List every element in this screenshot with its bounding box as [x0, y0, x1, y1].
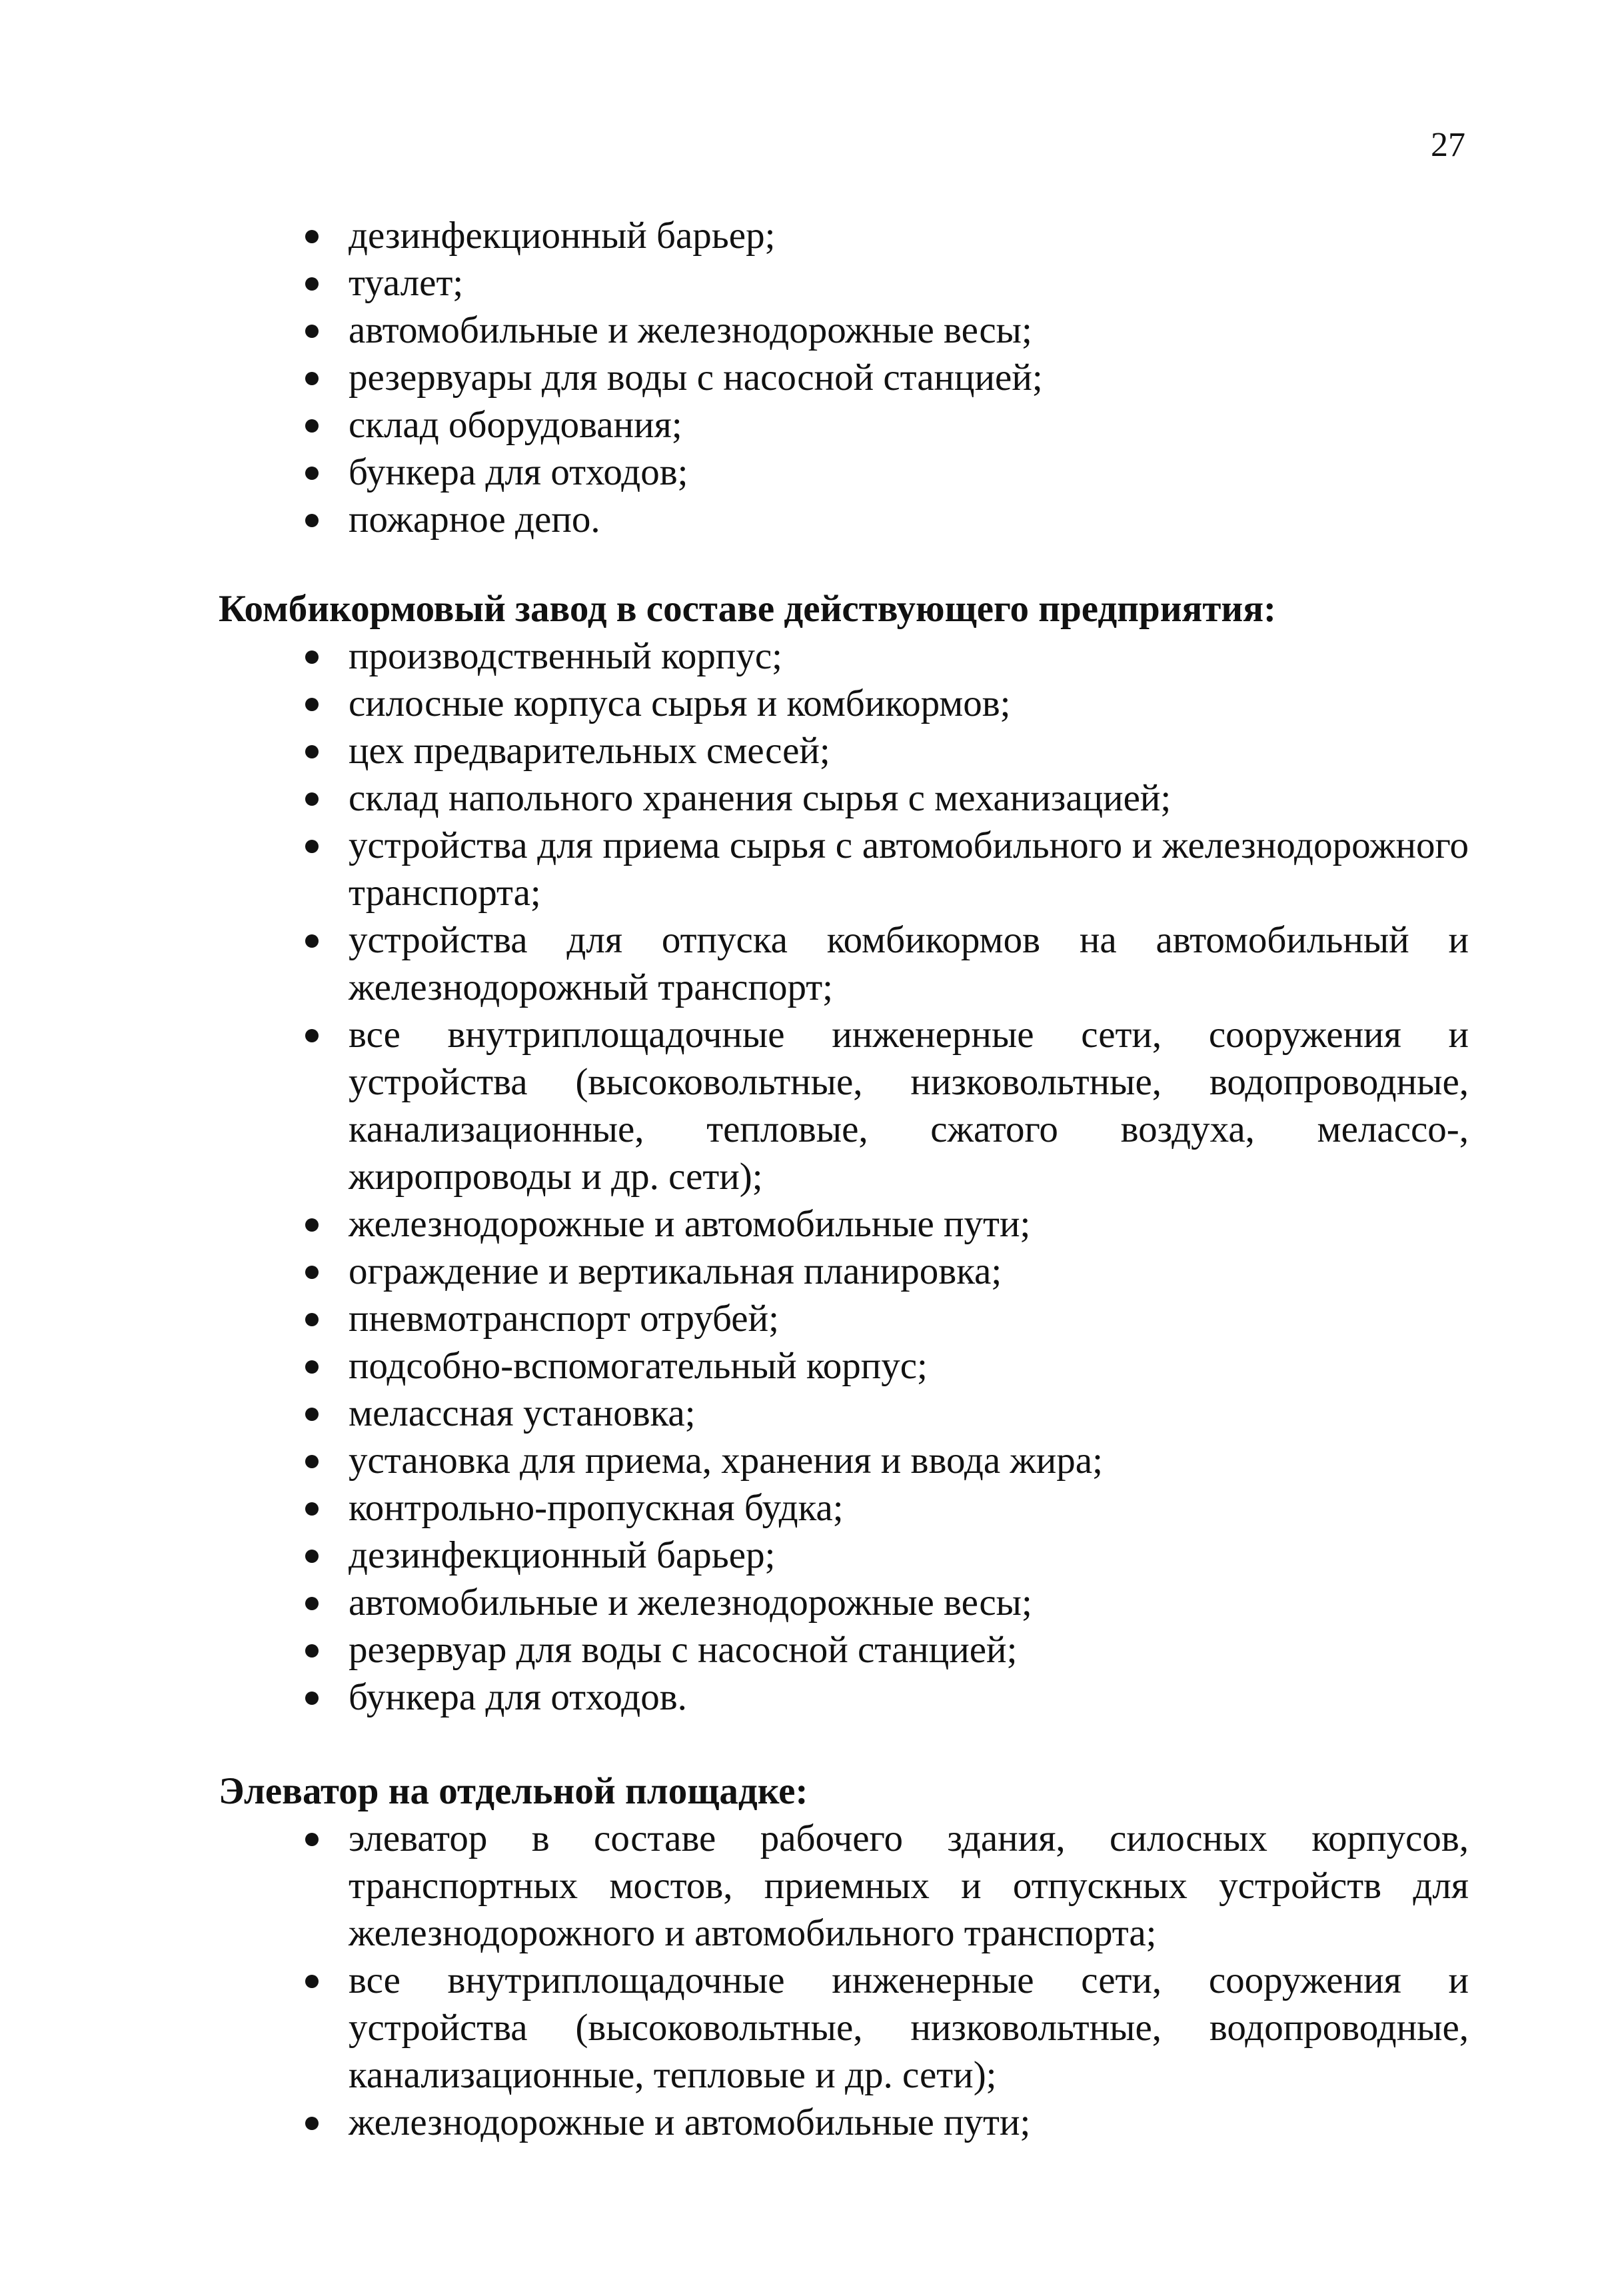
list-item-text: железнодорожные и автомобильные пути; [349, 1203, 1031, 1245]
list-item-text: ограждение и вертикальная планировка; [349, 1250, 1002, 1292]
elevator-list [219, 1815, 1469, 2146]
list-item [349, 1957, 1469, 2099]
document-body [219, 212, 1469, 2146]
list-item-text: бункера для отходов. [349, 1676, 687, 1718]
bullet-icon [305, 650, 319, 664]
bullet-icon [305, 1692, 319, 1705]
list-item [349, 259, 1469, 307]
elevator-heading: Элеватор на отдельной площадке: [219, 1770, 808, 1812]
list-item [349, 1437, 1469, 1484]
list-item-text: мелассная установка; [349, 1392, 696, 1434]
list-item [349, 449, 1469, 496]
list-item-text: бункера для отходов; [349, 451, 688, 493]
bullet-icon [305, 1218, 319, 1232]
bullet-icon [305, 1029, 319, 1042]
bullet-icon [305, 1597, 319, 1610]
list-item-text: склад напольного хранения сырья с механизацией; [349, 777, 1172, 819]
list-item-text: силосные корпуса сырья и комбикормов; [349, 682, 1011, 724]
list-item-text: пневмотранспорт отрубей; [349, 1298, 779, 1340]
bullet-icon [305, 1408, 319, 1421]
bullet-icon [305, 745, 319, 758]
bullet-icon [305, 1360, 319, 1374]
list-item [349, 307, 1469, 354]
bullet-icon [305, 1313, 319, 1326]
list-item-text: все внутриплощадочные инженерные сети, сооружения и устройства (высоковольтные, низковольтные, водопроводные, канализационные, тепловые и др. сети); [349, 1959, 1469, 2096]
list-item [349, 496, 1469, 543]
list-item [349, 1532, 1469, 1579]
list-item-text: склад оборудования; [349, 404, 682, 446]
bullet-icon [305, 1644, 319, 1658]
list-item [349, 1484, 1469, 1532]
list-item [349, 727, 1469, 774]
list-item [349, 680, 1469, 727]
list-item [349, 401, 1469, 449]
bullet-icon [305, 1975, 319, 1988]
list-item [349, 1815, 1469, 1957]
bullet-icon [305, 1550, 319, 1563]
section-spacer [219, 543, 1469, 585]
list-item-text: автомобильные и железнодорожные весы; [349, 1582, 1032, 1624]
list-item-text: устройства для отпуска комбикормов на автомобильный и железнодорожный транспорт; [349, 919, 1469, 1008]
list-item-text: установка для приема, хранения и ввода жира; [349, 1440, 1103, 1482]
list-item-text: контрольно-пропускная будка; [349, 1487, 844, 1529]
list-item-text: автомобильные и железнодорожные весы; [349, 309, 1032, 351]
list-item [349, 1248, 1469, 1295]
list-item [349, 1579, 1469, 1626]
bullet-icon [305, 2117, 319, 2130]
bullet-icon [305, 1502, 319, 1516]
list-item-text: туалет; [349, 262, 464, 304]
list-item-text: железнодорожные и автомобильные пути; [349, 2101, 1031, 2143]
list-item [349, 916, 1469, 1011]
list-item-text: производственный корпус; [349, 635, 782, 677]
list-item [349, 212, 1469, 259]
list-item [349, 632, 1469, 680]
list-item-text: пожарное депо. [349, 499, 600, 541]
list-item-text: подсобно-вспомогательный корпус; [349, 1345, 928, 1387]
list-item-text: цех предварительных смесей; [349, 730, 830, 772]
feed-mill-list [219, 632, 1469, 1721]
bullet-icon [305, 934, 319, 948]
bullet-icon [305, 230, 319, 243]
list-item [349, 1200, 1469, 1248]
list-item-text: резервуар для воды с насосной станцией; [349, 1629, 1018, 1671]
list-item [349, 1011, 1469, 1200]
bullet-icon [305, 277, 319, 291]
bullet-icon [305, 1266, 319, 1279]
list-item [349, 2099, 1469, 2146]
list-item-text: все внутриплощадочные инженерные сети, сооружения и устройства (высоковольтные, низковольтные, водопроводные, канализационные, тепловые, сжатого воздуха, мелассо-, жиропроводы и др. сети); [349, 1014, 1469, 1198]
bullet-icon [305, 840, 319, 853]
bullet-icon [305, 325, 319, 338]
list-item [349, 1674, 1469, 1721]
list-item-text: устройства для приема сырья с автомобильного и железнодорожного транспорта; [349, 824, 1469, 914]
list-item [349, 1342, 1469, 1390]
list-item [349, 1626, 1469, 1674]
list-top [219, 212, 1469, 543]
bullet-icon [305, 467, 319, 480]
page-number: 27 [1431, 126, 1465, 164]
list-item-text: дезинфекционный барьер; [349, 215, 776, 257]
list-item [349, 354, 1469, 401]
bullet-icon [305, 792, 319, 806]
list-item [349, 822, 1469, 916]
bullet-icon [305, 1455, 319, 1468]
bullet-icon [305, 419, 319, 433]
list-item-text: резервуары для воды с насосной станцией; [349, 357, 1043, 399]
bullet-icon [305, 514, 319, 527]
list-item-text: дезинфекционный барьер; [349, 1534, 776, 1576]
bullet-icon [305, 1833, 319, 1846]
section-spacer [219, 1721, 1469, 1767]
feed-mill-heading: Комбикормовый завод в составе действующего предприятия: [219, 588, 1277, 630]
list-item [349, 1390, 1469, 1437]
list-item-text: элеватор в составе рабочего здания, силосных корпусов, транспортных мостов, приемных и отпускных устройств для железнодорожного и автомобильного транспорта; [349, 1817, 1469, 1954]
list-item [349, 774, 1469, 822]
bullet-icon [305, 372, 319, 385]
list-item [349, 1295, 1469, 1342]
bullet-icon [305, 698, 319, 711]
